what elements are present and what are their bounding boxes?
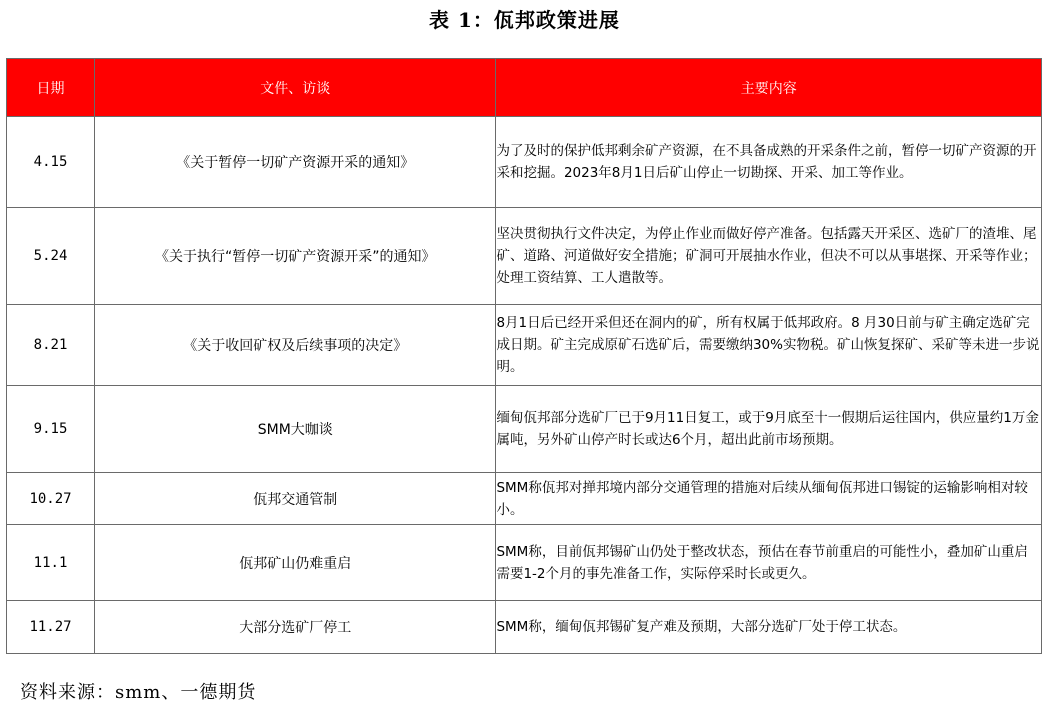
- header-content: 主要内容: [496, 59, 1042, 117]
- source-note: 资料来源：smm、一德期货: [20, 682, 257, 703]
- row-document: 《关于执行“暂停一切矿产资源开采”的通知》: [95, 208, 496, 305]
- table-row: [7, 473, 1042, 525]
- row-date: 11.27: [7, 601, 95, 654]
- row-document: 佤邦矿山仍难重启: [95, 525, 496, 601]
- table-title: 表 1：佤邦政策进展: [429, 8, 620, 32]
- row-content: SMM称佤邦对掸邦境内部分交通管理的措施对后续从缅甸佤邦进口锡锭的运输影响相对较小。: [496, 473, 1042, 525]
- table-header-row: [7, 59, 1042, 117]
- row-date: 9.15: [7, 386, 95, 473]
- table-row: [7, 117, 1042, 208]
- row-document: 《关于收回矿权及后续事项的决定》: [95, 305, 496, 386]
- row-content: 坚决贯彻执行文件决定，为停止作业而做好停产准备。包括露天开采区、选矿厂的渣堆、尾矿、道路、河道做好安全措施；矿洞可开展抽水作业，但决不可以从事堪探、开采等作业；处理工资结算、工人遣散等。: [496, 208, 1042, 305]
- policy-table: [6, 58, 1042, 654]
- table-row: [7, 305, 1042, 386]
- table-row: [7, 386, 1042, 473]
- row-document: 大部分选矿厂停工: [95, 601, 496, 654]
- header-document: 文件、访谈: [95, 59, 496, 117]
- row-date: 4.15: [7, 117, 95, 208]
- row-date: 5.24: [7, 208, 95, 305]
- row-document: SMM大咖谈: [95, 386, 496, 473]
- row-content: 缅甸佤邦部分选矿厂已于9月11日复工，或于9月底至十一假期后运往国内，供应量约1万金属吨，另外矿山停产时长或达6个月，超出此前市场预期。: [496, 386, 1042, 473]
- row-content: SMM称，目前佤邦锡矿山仍处于整改状态，预估在春节前重启的可能性小，叠加矿山重启需要1-2个月的事先准备工作，实际停采时长或更久。: [496, 525, 1042, 601]
- row-content: SMM称，缅甸佤邦锡矿复产难及预期，大部分选矿厂处于停工状态。: [496, 601, 1042, 654]
- table-row: [7, 525, 1042, 601]
- row-content: 为了及时的保护低邦剩余矿产资源，在不具备成熟的开采条件之前，暂停一切矿产资源的开采和挖掘。2023年8月1日后矿山停止一切勘探、开采、加工等作业。: [496, 117, 1042, 208]
- row-content: 8月1日后已经开采但还在洞内的矿，所有权属于低邦政府。8 月30日前与矿主确定选矿完成日期。矿主完成原矿石选矿后，需要缴纳30%实物税。矿山恢复探矿、采矿等未进一步说明。: [496, 305, 1042, 386]
- row-document: 《关于暂停一切矿产资源开采的通知》: [95, 117, 496, 208]
- table-row: [7, 208, 1042, 305]
- row-document: 佤邦交通管制: [95, 473, 496, 525]
- header-date: 日期: [7, 59, 95, 117]
- row-date: 11.1: [7, 525, 95, 601]
- table-row: [7, 601, 1042, 654]
- row-date: 10.27: [7, 473, 95, 525]
- row-date: 8.21: [7, 305, 95, 386]
